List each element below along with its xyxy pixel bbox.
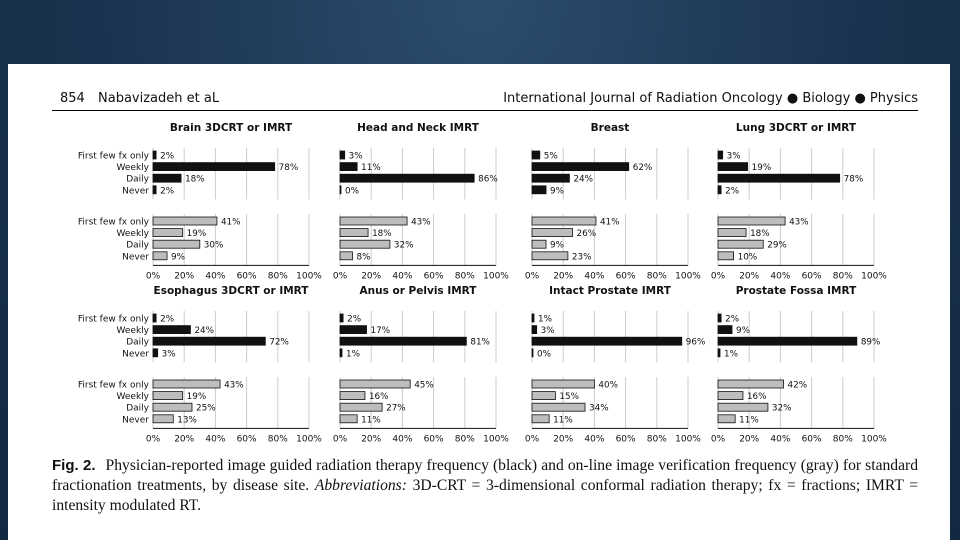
category-label: Daily (126, 174, 149, 185)
data-label: 25% (196, 403, 216, 414)
x-tick-label: 60% (615, 271, 636, 282)
chart-panel-3 (711, 122, 887, 281)
data-label: 17% (370, 326, 391, 337)
x-tick-label: 0% (332, 271, 348, 282)
verification-bar (718, 403, 768, 411)
data-label: 3% (348, 151, 363, 162)
x-tick-label: 0% (524, 271, 540, 282)
journal-page (8, 64, 950, 540)
data-label: 10% (737, 252, 758, 263)
verification-bar (718, 392, 743, 400)
igrt-bar (340, 151, 345, 159)
x-tick-label: 60% (801, 271, 822, 282)
verification-bar (532, 240, 546, 248)
igrt-bar (532, 314, 534, 322)
x-tick-label: 60% (423, 434, 444, 445)
page-number: 854 (60, 91, 85, 106)
panel-title: Anus or Pelvis IMRT (359, 285, 477, 297)
chart-panel-5 (333, 285, 509, 444)
x-tick-label: 80% (267, 271, 288, 282)
category-label: First few fx only (77, 380, 149, 391)
data-label: 78% (278, 163, 299, 174)
x-tick-label: 20% (174, 271, 195, 282)
data-label: 86% (478, 174, 498, 185)
data-label: 43% (224, 380, 244, 391)
igrt-bar (718, 186, 721, 194)
x-tick-label: 40% (205, 271, 226, 282)
x-tick-label: 20% (361, 271, 382, 282)
data-label: 43% (789, 217, 809, 228)
igrt-bar (532, 151, 540, 159)
igrt-bar (153, 326, 190, 334)
verification-bar (153, 392, 183, 400)
igrt-bar (532, 163, 629, 171)
igrt-bar (340, 186, 341, 194)
verification-bar (340, 380, 410, 388)
data-label: 9% (736, 326, 751, 337)
igrt-bar (153, 349, 158, 357)
x-tick-label: 0% (145, 434, 161, 445)
x-tick-label: 40% (392, 271, 413, 282)
chart-panel-6 (525, 285, 705, 444)
data-label: 11% (361, 415, 381, 426)
data-label: 1% (724, 349, 738, 360)
data-label: 9% (550, 240, 565, 251)
data-label: 18% (185, 174, 205, 185)
verification-bar (340, 229, 368, 237)
data-label: 2% (725, 314, 740, 325)
x-tick-label: 20% (361, 434, 382, 445)
data-label: 16% (746, 392, 767, 403)
category-label: Daily (126, 240, 149, 251)
data-label: 16% (368, 392, 389, 403)
x-tick-label: 20% (739, 271, 760, 282)
x-tick-label: 100% (861, 271, 887, 282)
data-label: 2% (160, 151, 175, 162)
igrt-bar (340, 174, 474, 182)
data-label: 96% (685, 337, 706, 348)
data-label: 2% (347, 314, 362, 325)
verification-bar (340, 252, 352, 260)
igrt-bar (718, 314, 721, 322)
category-label: Never (122, 252, 149, 263)
igrt-bar (153, 151, 156, 159)
x-tick-label: 20% (739, 434, 760, 445)
x-tick-label: 100% (483, 271, 509, 282)
category-label: Weekly (116, 229, 149, 240)
category-label: Weekly (116, 392, 149, 403)
data-label: 30% (203, 240, 224, 251)
igrt-bar (340, 163, 357, 171)
caption-text-2: 3D-CRT = 3-dimensional conformal radiation therapy; fx = fractions; IMRT = intensity modulated RT. (52, 477, 919, 514)
x-tick-label: 0% (332, 434, 348, 445)
igrt-bar (532, 337, 682, 345)
igrt-bar (153, 337, 265, 345)
verification-bar (153, 415, 173, 423)
data-label: 3% (726, 151, 741, 162)
verification-bar (532, 392, 555, 400)
igrt-bar (153, 163, 275, 171)
igrt-bar (153, 314, 156, 322)
data-label: 2% (160, 186, 175, 197)
data-label: 18% (372, 229, 392, 240)
data-label: 41% (220, 217, 241, 228)
verification-bar (153, 403, 192, 411)
data-label: 81% (470, 337, 490, 348)
category-label: Daily (126, 337, 149, 348)
chart-panel-7 (711, 285, 887, 444)
data-label: 19% (186, 392, 207, 403)
data-label: 11% (739, 415, 759, 426)
x-tick-label: 0% (710, 271, 726, 282)
category-label: Never (122, 186, 149, 197)
panel-title: Head and Neck IMRT (357, 122, 479, 134)
data-label: 18% (750, 229, 770, 240)
data-label: 2% (725, 186, 740, 197)
data-label: 11% (361, 163, 381, 174)
verification-bar (532, 252, 568, 260)
data-label: 43% (411, 217, 431, 228)
verification-bar (718, 240, 763, 248)
data-label: 26% (576, 229, 597, 240)
igrt-bar (718, 163, 748, 171)
verification-bar (153, 240, 200, 248)
data-label: 32% (393, 240, 414, 251)
data-label: 8% (356, 252, 371, 263)
x-tick-label: 40% (770, 434, 791, 445)
data-label: 45% (414, 380, 434, 391)
verification-bar (532, 229, 573, 237)
verification-bar (153, 217, 217, 225)
verification-bar (718, 252, 734, 260)
x-tick-label: 40% (584, 434, 605, 445)
data-label: 1% (538, 314, 552, 325)
x-tick-label: 0% (145, 271, 161, 282)
data-label: 72% (269, 337, 289, 348)
chart-panel-0 (78, 122, 322, 281)
verification-bar (532, 415, 549, 423)
verification-bar (532, 380, 594, 388)
verification-bar (532, 403, 585, 411)
x-tick-label: 40% (584, 271, 605, 282)
category-label: Never (122, 349, 149, 360)
data-label: 29% (767, 240, 787, 251)
data-label: 2% (160, 314, 175, 325)
chart-panel-2 (525, 122, 701, 281)
data-label: 62% (632, 163, 653, 174)
running-head-authors: Nabavizadeh et aL (98, 91, 220, 106)
igrt-bar (532, 349, 533, 357)
panel-title: Esophagus 3DCRT or IMRT (153, 285, 309, 297)
caption-label: Fig. 2. (52, 457, 96, 474)
data-label: 9% (171, 252, 186, 263)
verification-bar (340, 240, 390, 248)
category-label: Weekly (116, 326, 149, 337)
panel-title: Intact Prostate IMRT (549, 285, 671, 297)
data-label: 15% (559, 392, 579, 403)
panel-title: Brain 3DCRT or IMRT (169, 122, 293, 134)
x-tick-label: 100% (296, 271, 322, 282)
data-label: 32% (771, 403, 792, 414)
x-tick-label: 20% (553, 271, 574, 282)
x-tick-label: 100% (675, 271, 701, 282)
x-tick-label: 80% (832, 434, 853, 445)
x-tick-label: 80% (267, 434, 288, 445)
journal-name: International Journal of Radiation Oncology ● Biology ● Physics (503, 91, 918, 106)
panel-title: Breast (590, 122, 630, 134)
verification-bar (340, 403, 382, 411)
igrt-bar (153, 186, 156, 194)
category-label: Daily (126, 403, 149, 414)
x-tick-label: 40% (770, 271, 791, 282)
verification-bar (718, 380, 784, 388)
igrt-bar (532, 174, 569, 182)
x-tick-label: 60% (423, 271, 444, 282)
igrt-bar (532, 326, 537, 334)
igrt-bar (340, 337, 466, 345)
caption-abbreviations-label: Abbreviations: (314, 477, 407, 494)
data-label: 13% (177, 415, 197, 426)
igrt-bar (718, 337, 857, 345)
x-tick-label: 20% (553, 434, 574, 445)
x-tick-label: 60% (236, 271, 257, 282)
verification-bar (153, 252, 167, 260)
category-label: Never (122, 415, 149, 426)
verification-bar (153, 229, 183, 237)
x-tick-label: 100% (675, 434, 701, 445)
verification-bar (718, 217, 785, 225)
caption-text-1: Physician-reported image guided radiation therapy frequency (black) and on-line image verification frequency (gray) for standard fractionation treatments, by disease site. (52, 457, 918, 494)
x-tick-label: 80% (454, 434, 475, 445)
data-label: 27% (386, 403, 406, 414)
figure-charts (8, 64, 950, 456)
data-label: 0% (537, 349, 551, 360)
data-label: 11% (553, 415, 573, 426)
data-label: 1% (346, 349, 360, 360)
category-label: First few fx only (77, 314, 149, 325)
data-label: 34% (589, 403, 609, 414)
data-label: 78% (843, 174, 864, 185)
x-tick-label: 60% (236, 434, 257, 445)
category-label: First few fx only (77, 151, 149, 162)
x-tick-label: 80% (832, 271, 853, 282)
data-label: 3% (540, 326, 555, 337)
igrt-bar (718, 349, 720, 357)
category-label: Weekly (116, 163, 149, 174)
x-tick-label: 20% (174, 434, 195, 445)
x-tick-label: 80% (646, 434, 667, 445)
panel-title: Lung 3DCRT or IMRT (735, 122, 857, 134)
verification-bar (340, 415, 357, 423)
chart-panel-1 (333, 122, 509, 281)
category-label: First few fx only (77, 217, 149, 228)
verification-bar (340, 217, 407, 225)
data-label: 19% (751, 163, 772, 174)
x-tick-label: 60% (801, 434, 822, 445)
igrt-bar (340, 349, 342, 357)
igrt-bar (718, 151, 723, 159)
x-tick-label: 80% (646, 271, 667, 282)
igrt-bar (153, 174, 181, 182)
verification-bar (718, 229, 746, 237)
x-tick-label: 0% (710, 434, 726, 445)
data-label: 24% (573, 174, 594, 185)
data-label: 9% (550, 186, 565, 197)
x-tick-label: 0% (524, 434, 540, 445)
igrt-bar (718, 326, 732, 334)
igrt-bar (718, 174, 840, 182)
x-tick-label: 80% (454, 271, 475, 282)
panel-title: Prostate Fossa IMRT (735, 285, 857, 297)
verification-bar (718, 415, 735, 423)
x-tick-label: 100% (861, 434, 887, 445)
data-label: 24% (194, 326, 215, 337)
verification-bar (340, 392, 365, 400)
x-tick-label: 100% (483, 434, 509, 445)
data-label: 89% (860, 337, 881, 348)
data-label: 40% (598, 380, 618, 391)
igrt-bar (532, 186, 546, 194)
data-label: 5% (543, 151, 558, 162)
chart-panel-4 (78, 285, 322, 444)
data-label: 41% (599, 217, 620, 228)
data-label: 3% (161, 349, 176, 360)
figure-caption (52, 456, 918, 516)
x-tick-label: 40% (392, 434, 413, 445)
data-label: 0% (345, 186, 359, 197)
igrt-bar (340, 314, 343, 322)
data-label: 23% (571, 252, 592, 263)
x-tick-label: 60% (615, 434, 636, 445)
x-tick-label: 40% (205, 434, 226, 445)
verification-bar (153, 380, 220, 388)
verification-bar (532, 217, 596, 225)
data-label: 19% (186, 229, 207, 240)
x-tick-label: 100% (296, 434, 322, 445)
igrt-bar (340, 326, 367, 334)
data-label: 42% (787, 380, 808, 391)
